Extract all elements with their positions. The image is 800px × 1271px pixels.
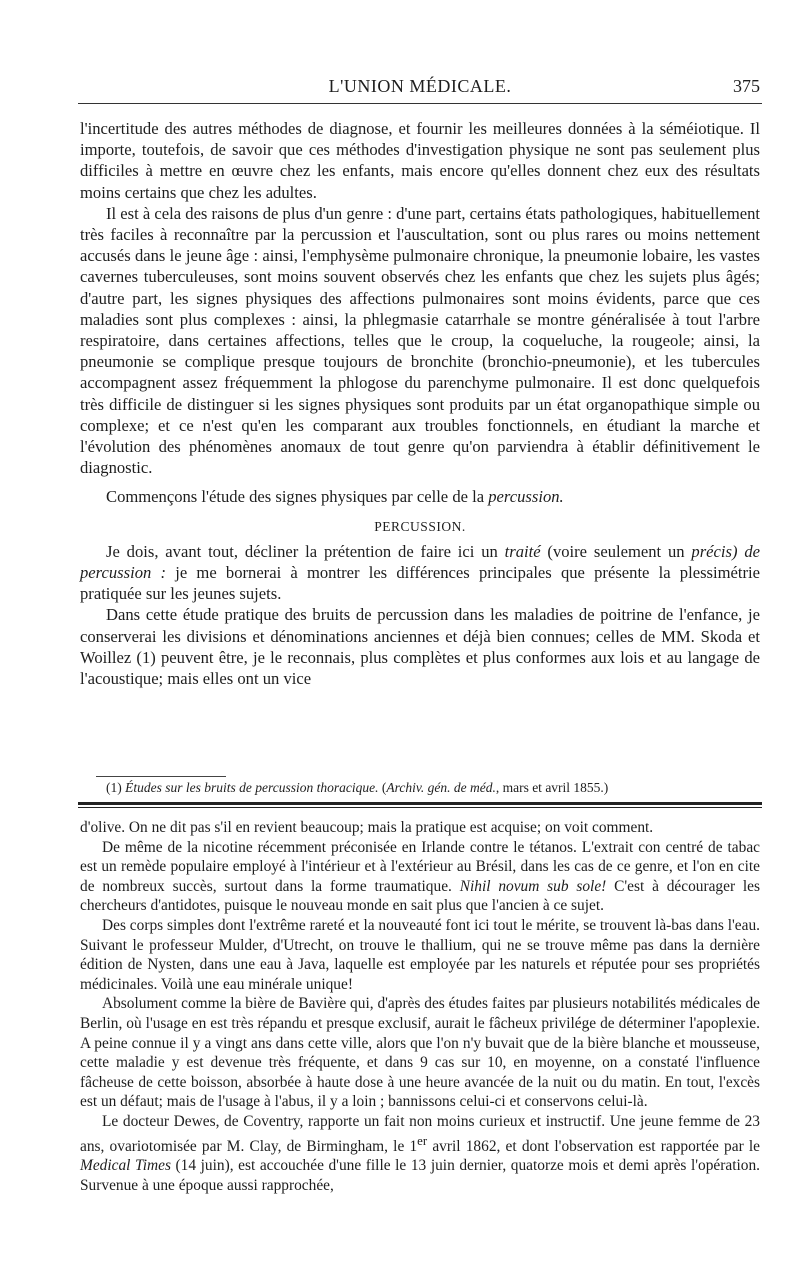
miscellany-paragraph-2-italic: Nihil novum sub sole!: [459, 877, 607, 895]
paragraph-2: Il est à cela des raisons de plus d'un genre : d'une part, certains états pathologiques, habituellement très faciles à reconnaître par la percussion et l'auscultation, sont ou plus rares ou moins nettement accusés dans le jeune âge : ainsi, l'emphysème pulmonaire chronique, la pneumonie lobaire, les vastes cavernes tuberculeuses, sont moins souvent observés chez les enfants que chez les sujets plus âgés; d'autre part, les signes physiques des affections pulmonaires sont moins évidents, parce que ces maladies sont plus complexes : ainsi, la phlegmasie catarrhale se montre généralisée à tout l'arbre respiratoire, dans certaines affections, telles que le croup, la coqueluche, la rougeole; ainsi, la pneumonie se complique presque toujours de bronchite (bronchio-pneumonie), et les tubercules accompagnent assez fréquemment la phlogose du parenchyme pulmonaire. Il est donc quelquefois très difficile de distinguer si les signes physiques sont produits par un état organopathique simple ou complexe; et ce n'est qu'en les comparant aux troubles fonctionnels, en étudiant la marche et l'évolution des phénomènes anomaux de tout genre qu'on parviendra à établir définitivement le diagnostic.: [80, 203, 760, 478]
miscellany-paragraph-5-b: avril 1862, et dont l'observation est rapportée par le: [427, 1137, 760, 1155]
paragraph-5: Dans cette étude pratique des bruits de percussion dans les maladies de poitrine de l'enfance, je conserverai les divisions et dénominations anciennes et déjà bien connues; celles de MM. Skoda et Woillez (1) peuvent être, je le reconnais, plus complètes et plus conformes aux lois et au langage de l'acoustique; mais elles ont un vice: [80, 605, 760, 689]
paragraph-4-italic-1: traité: [504, 541, 541, 561]
paragraph-3-text: Commençons l'étude des signes physiques par celle de la: [106, 487, 489, 507]
paragraph-3: [80, 486, 760, 507]
article-body: [80, 118, 760, 689]
paragraph-4: [80, 541, 760, 605]
paragraph-4-b: (voire seulement un: [540, 541, 692, 561]
miscellany-paragraph-5-italic: Medical Times: [80, 1157, 171, 1175]
page-header: [80, 74, 760, 100]
footnote-rule: [96, 776, 226, 777]
paragraph-4-italic-2: précis) de percussion :: [80, 541, 760, 583]
footnote: [106, 779, 760, 797]
section-heading: PERCUSSION.: [374, 518, 466, 534]
miscellany-paragraph-5-a: Le docteur Dewes, de Coventry, rapporte un fait non moins curieux et instructif. Une jeune femme de 23 ans, ovariotomisée par M. Clay, de Birmingham, le 1: [80, 1112, 760, 1155]
paragraph-4-a: Je dois, avant tout, décliner la prétention de faire ici un: [106, 541, 505, 561]
page-number: 375: [733, 76, 760, 96]
miscellany-paragraph-2-tail: C'est à décourager les chercheurs d'antidotes, puisque le nouveau monde en sait plus que l'ancien à ce sujet.: [80, 877, 761, 915]
miscellany-paragraph-2: [80, 838, 760, 916]
footnote-title: Études sur les bruits de percussion thoracique.: [125, 780, 379, 795]
miscellany-paragraph-3: Des corps simples dont l'extrême rareté et la nouveauté font ici tout le mérite, se trouvent là-bas dans l'eau. Suivant le professeur Mulder, d'Utrecht, on trouve le thallium, qui ne se trouve même pas dans la dernière édition de Nysten, dans une eau à Java, laquelle est employée par les naturels et réputée pour ses propriétés médicinales. Voilà une eau minérale unique!: [80, 916, 760, 993]
section-divider: [78, 802, 762, 808]
miscellany-paragraph-5-c: (14 juin), est accouchée d'une fille le 13 juin dernier, quatorze mois et demi après l'opération. Survenue à une époque aussi rapprochée,: [80, 1157, 760, 1194]
paragraph-3-italic: percussion.: [488, 487, 564, 507]
miscellany-paragraph-2-text: De même de la nicotine récemment préconisée en Irlande contre le tétanos. L'extrait con centré de tabac est un remède populaire employé à l'intérieur et à l'extérieur au Brésil, dans les cas de ce genre, et l'on en cite de nombreux succès, surtout dans la forme traumatique.: [80, 838, 760, 895]
running-title: L'UNION MÉDICALE.: [328, 76, 512, 96]
paragraph-4-c: je me bornerai à montrer les différences principales que présente la plessimétrie pratiquée sur les jeunes sujets.: [80, 563, 760, 604]
miscellany-paragraph-5-sup: er: [417, 1133, 428, 1148]
miscellany-column: [80, 818, 760, 1195]
footnote-text-b: , mars et avril 1855.): [495, 780, 609, 795]
paragraph-1: l'incertitude des autres méthodes de diagnose, et fournir les meilleures données à la séméiotique. Il importe, toutefois, de savoir que ces méthodes d'investigation physique ne sont pas seulement plus difficiles à mettre en œuvre chez les enfants, mais encore qu'elles donnent chez eux des résultats moins certains que chez les adultes.: [80, 119, 760, 202]
footnote-text-a: (: [378, 780, 387, 795]
header-rule: [78, 103, 762, 104]
footnote-marker: (1): [106, 780, 126, 795]
miscellany-paragraph-1: d'olive. On ne dit pas s'il en revient beaucoup; mais la pratique est acquise; on voit comment.: [80, 819, 654, 836]
miscellany-paragraph-5: [80, 1112, 760, 1196]
footnote-journal: Archiv. gén. de méd.: [386, 780, 496, 795]
miscellany-paragraph-4: Absolument comme la bière de Bavière qui, d'après des études faites par plusieurs notabilités médicales de Berlin, où l'usage en est très répandu et presque exclusif, aurait le fâcheux privilége de déterminer l'apoplexie. A peine connue il y a vingt ans dans cette ville, alors que l'on n'y buvait que de la bière blanche et mousseuse, cette maladie y est devenue très fréquente, et dans 9 cas sur 10, en moyenne, on a constaté l'influence fâcheuse de cette boisson, absorbée à haute dose à une heure avancée de la nuit ou du matin. En tout, l'excès est un défaut; mais de l'usage à l'abus, il y a loin ; bannissons celui-ci et conservons celui-là.: [80, 995, 760, 1111]
